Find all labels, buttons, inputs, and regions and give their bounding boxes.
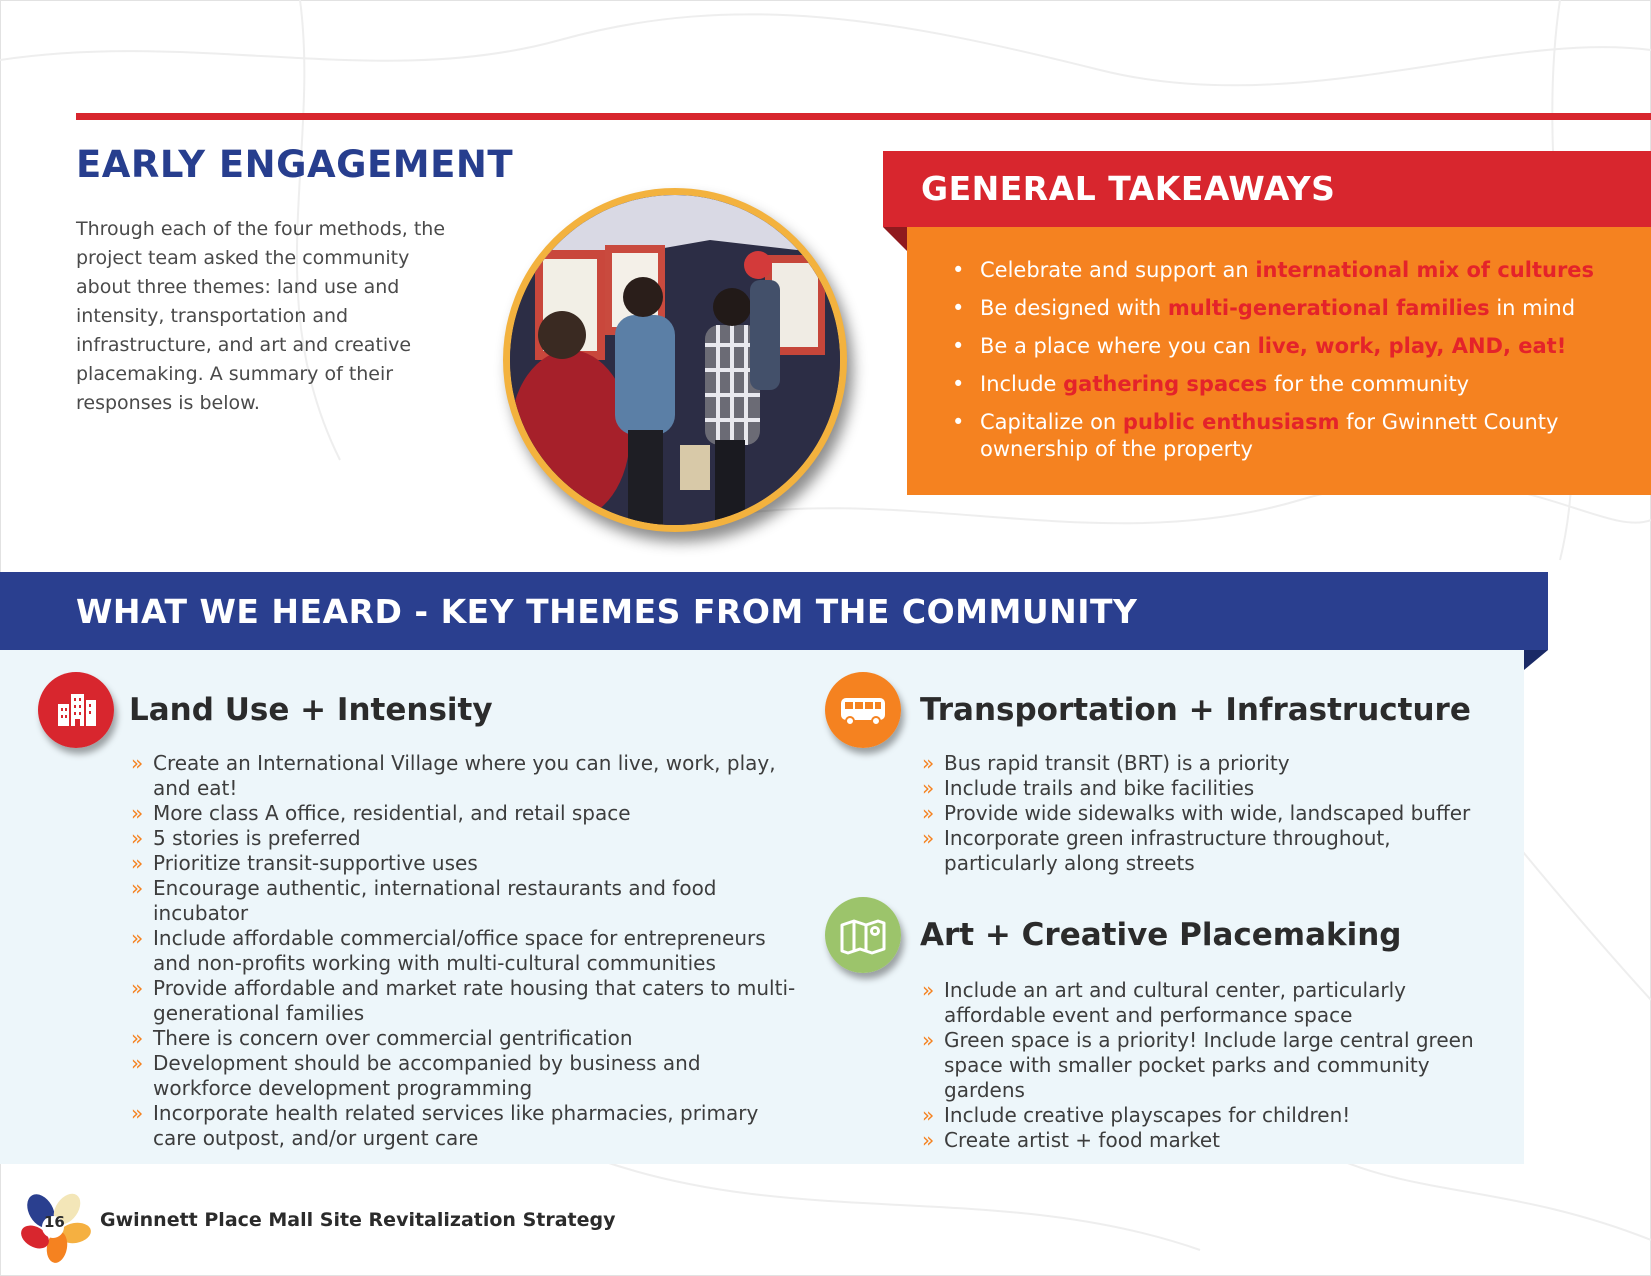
list-item: » Create an International Village where you can live, work, play, and eat! bbox=[131, 751, 801, 801]
list-item: » There is concern over commercial gentrification bbox=[131, 1026, 801, 1051]
takeaway-highlight: public enthusiasm bbox=[1122, 410, 1340, 434]
list-item: » Encourage authentic, international restaurants and food incubator bbox=[131, 876, 801, 926]
list-item: » More class A office, residential, and retail space bbox=[131, 801, 801, 826]
what-we-heard-title: WHAT WE HEARD - KEY THEMES FROM THE COMMUNITY bbox=[76, 592, 1138, 631]
takeaway-highlight: multi-generational families bbox=[1167, 296, 1490, 320]
general-takeaways-header bbox=[883, 151, 1651, 227]
list-item: » Incorporate health related services like pharmacies, primary care outpost, and/or urgent care bbox=[131, 1101, 801, 1151]
art-heading: Art + Creative Placemaking bbox=[920, 917, 1402, 953]
map-icon bbox=[825, 897, 901, 973]
list-item: » Create artist + food market bbox=[922, 1128, 1482, 1153]
general-takeaways-box bbox=[907, 227, 1651, 495]
what-we-heard-banner bbox=[0, 572, 1548, 650]
takeaways-list bbox=[952, 257, 1602, 474]
list-item: » Bus rapid transit (BRT) is a priority bbox=[922, 751, 1482, 776]
list-item: » Provide affordable and market rate housing that caters to multi-generational families bbox=[131, 976, 801, 1026]
list-item: » Include creative playscapes for children! bbox=[922, 1103, 1482, 1128]
list-item: » Incorporate green infrastructure throughout, particularly along streets bbox=[922, 826, 1482, 876]
takeaway-highlight: gathering spaces bbox=[1063, 372, 1268, 396]
community-event-photo bbox=[503, 188, 847, 532]
takeaway-item: • Be designed with multi-generational families in mind bbox=[952, 295, 1602, 322]
list-item: » Include an art and cultural center, particularly affordable event and performance space bbox=[922, 978, 1482, 1028]
transportation-list bbox=[922, 751, 1482, 876]
takeaway-highlight: live, work, play, AND, eat! bbox=[1257, 334, 1567, 358]
list-item: » Development should be accompanied by business and workforce development programming bbox=[131, 1051, 801, 1101]
early-engagement-body: Through each of the four methods, the project team asked the community about three themes: land use and intensity, transportation and infrastructure, and art and creative placemaking. A summary of their responses is below. bbox=[76, 218, 446, 414]
list-item: » Green space is a priority! Include large central green space with smaller pocket parks and community gardens bbox=[922, 1028, 1482, 1103]
buildings-icon bbox=[38, 672, 114, 748]
list-item: » Prioritize transit-supportive uses bbox=[131, 851, 801, 876]
footer-title: Gwinnett Place Mall Site Revitalization Strategy bbox=[100, 1209, 616, 1231]
land-use-heading: Land Use + Intensity bbox=[129, 692, 493, 728]
event-photo-illustration bbox=[510, 195, 840, 525]
takeaway-item: • Celebrate and support an international mix of cultures bbox=[952, 257, 1602, 284]
early-engagement-title: EARLY ENGAGEMENT bbox=[76, 143, 514, 186]
takeaways-ribbon-fold bbox=[883, 227, 907, 251]
takeaway-highlight: international mix of cultures bbox=[1255, 258, 1595, 282]
general-takeaways-title: GENERAL TAKEAWAYS bbox=[921, 169, 1336, 208]
takeaway-item: • Capitalize on public enthusiasm for Gwinnett County ownership of the property bbox=[952, 409, 1602, 463]
transportation-heading: Transportation + Infrastructure bbox=[920, 692, 1471, 728]
art-list bbox=[922, 978, 1482, 1153]
list-item: » Include trails and bike facilities bbox=[922, 776, 1482, 801]
takeaway-item: • Include gathering spaces for the community bbox=[952, 371, 1602, 398]
bus-icon bbox=[825, 672, 901, 748]
top-red-rule bbox=[76, 113, 1651, 120]
list-item: » Include affordable commercial/office space for entrepreneurs and non-profits working with multi-cultural communities bbox=[131, 926, 801, 976]
list-item: » Provide wide sidewalks with wide, landscaped buffer bbox=[922, 801, 1482, 826]
list-item: » 5 stories is preferred bbox=[131, 826, 801, 851]
takeaway-item: • Be a place where you can live, work, play, AND, eat! bbox=[952, 333, 1602, 360]
page-number: 16 bbox=[44, 1213, 65, 1231]
heard-ribbon-fold bbox=[1524, 650, 1548, 670]
land-use-list bbox=[131, 751, 801, 1151]
